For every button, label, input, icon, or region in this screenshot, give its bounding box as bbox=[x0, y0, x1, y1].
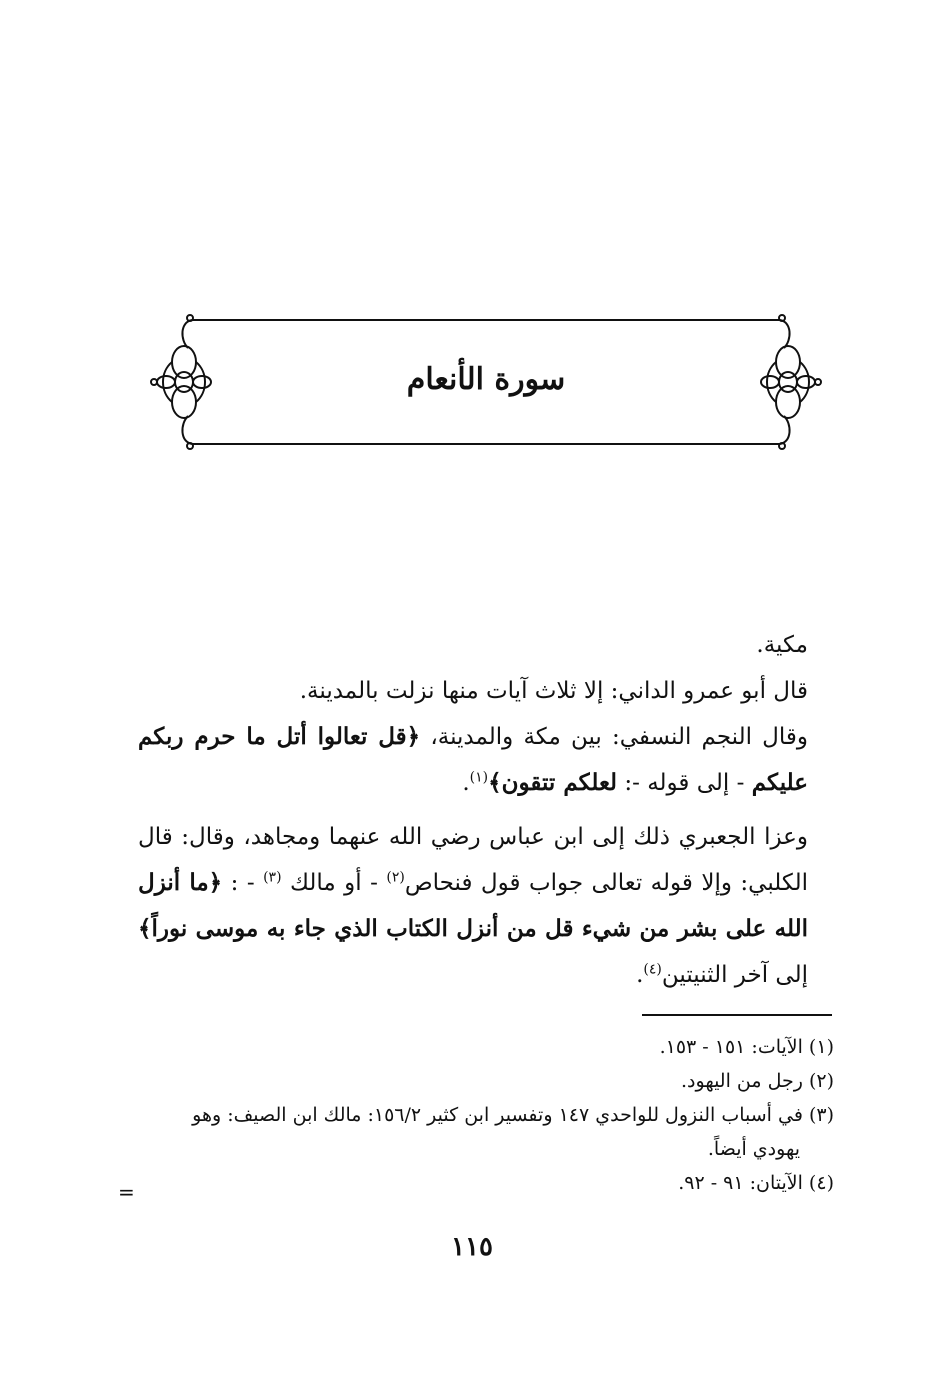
footnote-3-continuation: يهودي أيضاً. bbox=[707, 1138, 800, 1160]
footnote-ref-3[interactable]: (٣) bbox=[263, 869, 282, 886]
quran-quote-end: لعلكم تتقون﴾ bbox=[488, 769, 618, 796]
nasafi-text: وقال النجم النسفي: بين مكة والمدينة، bbox=[420, 724, 808, 750]
footnote-ref-1[interactable]: (١) bbox=[469, 769, 489, 786]
footnote-ref-2[interactable]: (٢) bbox=[386, 869, 405, 886]
jabari-dash: - : bbox=[222, 870, 264, 896]
footnote-4: (٤) الآيتان: ٩١ - ٩٢. bbox=[678, 1172, 834, 1194]
quran-quote: ﴿قل تعالوا أتل ما حرم ربكم عليكم bbox=[138, 723, 808, 796]
sentence-end: . bbox=[462, 770, 470, 796]
page-number: ١١٥ bbox=[451, 1232, 493, 1262]
sentence-end: . bbox=[636, 962, 644, 988]
footnotes bbox=[138, 1030, 834, 1200]
jabari-text: وعزا الجعبري ذلك إلى ابن عباس رضي الله عنهما ومجاهد، وقال: قال الكلبي: وإلا قوله تعالى جواب قول فنحاص bbox=[138, 824, 809, 896]
paragraph-nasafi bbox=[138, 714, 834, 806]
paragraph-dani: قال أبو عمرو الداني: إلا ثلاث آيات منها نزلت بالمدينة. bbox=[299, 678, 808, 704]
footnote-separator bbox=[642, 1014, 832, 1016]
continuation-mark: = bbox=[118, 1180, 135, 1204]
footnote-3: (٣) في أسباب النزول للواحدي ١٤٧ وتفسير ابن كثير ١٥٦/٢: مالك ابن الصيف: وهو bbox=[192, 1104, 834, 1126]
surah-title-frame bbox=[150, 310, 822, 460]
main-text bbox=[138, 622, 834, 998]
paragraph-makkiyya: مكية. bbox=[756, 632, 808, 658]
surah-title: سورة الأنعام bbox=[406, 362, 566, 397]
nasafi-connector: - إلى قوله -: bbox=[617, 770, 752, 796]
jabari-tail: إلى آخر الثنيتين bbox=[661, 962, 808, 988]
jabari-connector: - أو مالك bbox=[290, 870, 387, 896]
footnote-1: (١) الآيات: ١٥١ - ١٥٣. bbox=[659, 1036, 834, 1058]
paragraph-jabari bbox=[138, 814, 834, 998]
footnote-ref-4[interactable]: (٤) bbox=[643, 961, 662, 978]
quran-quote-anaam: ﴿ما أنزل الله على بشر من شيء قل من أنزل الكتاب الذي جاء به موسى نوراً﴾ bbox=[138, 869, 808, 942]
footnote-2: (٢) رجل من اليهود. bbox=[681, 1070, 834, 1092]
